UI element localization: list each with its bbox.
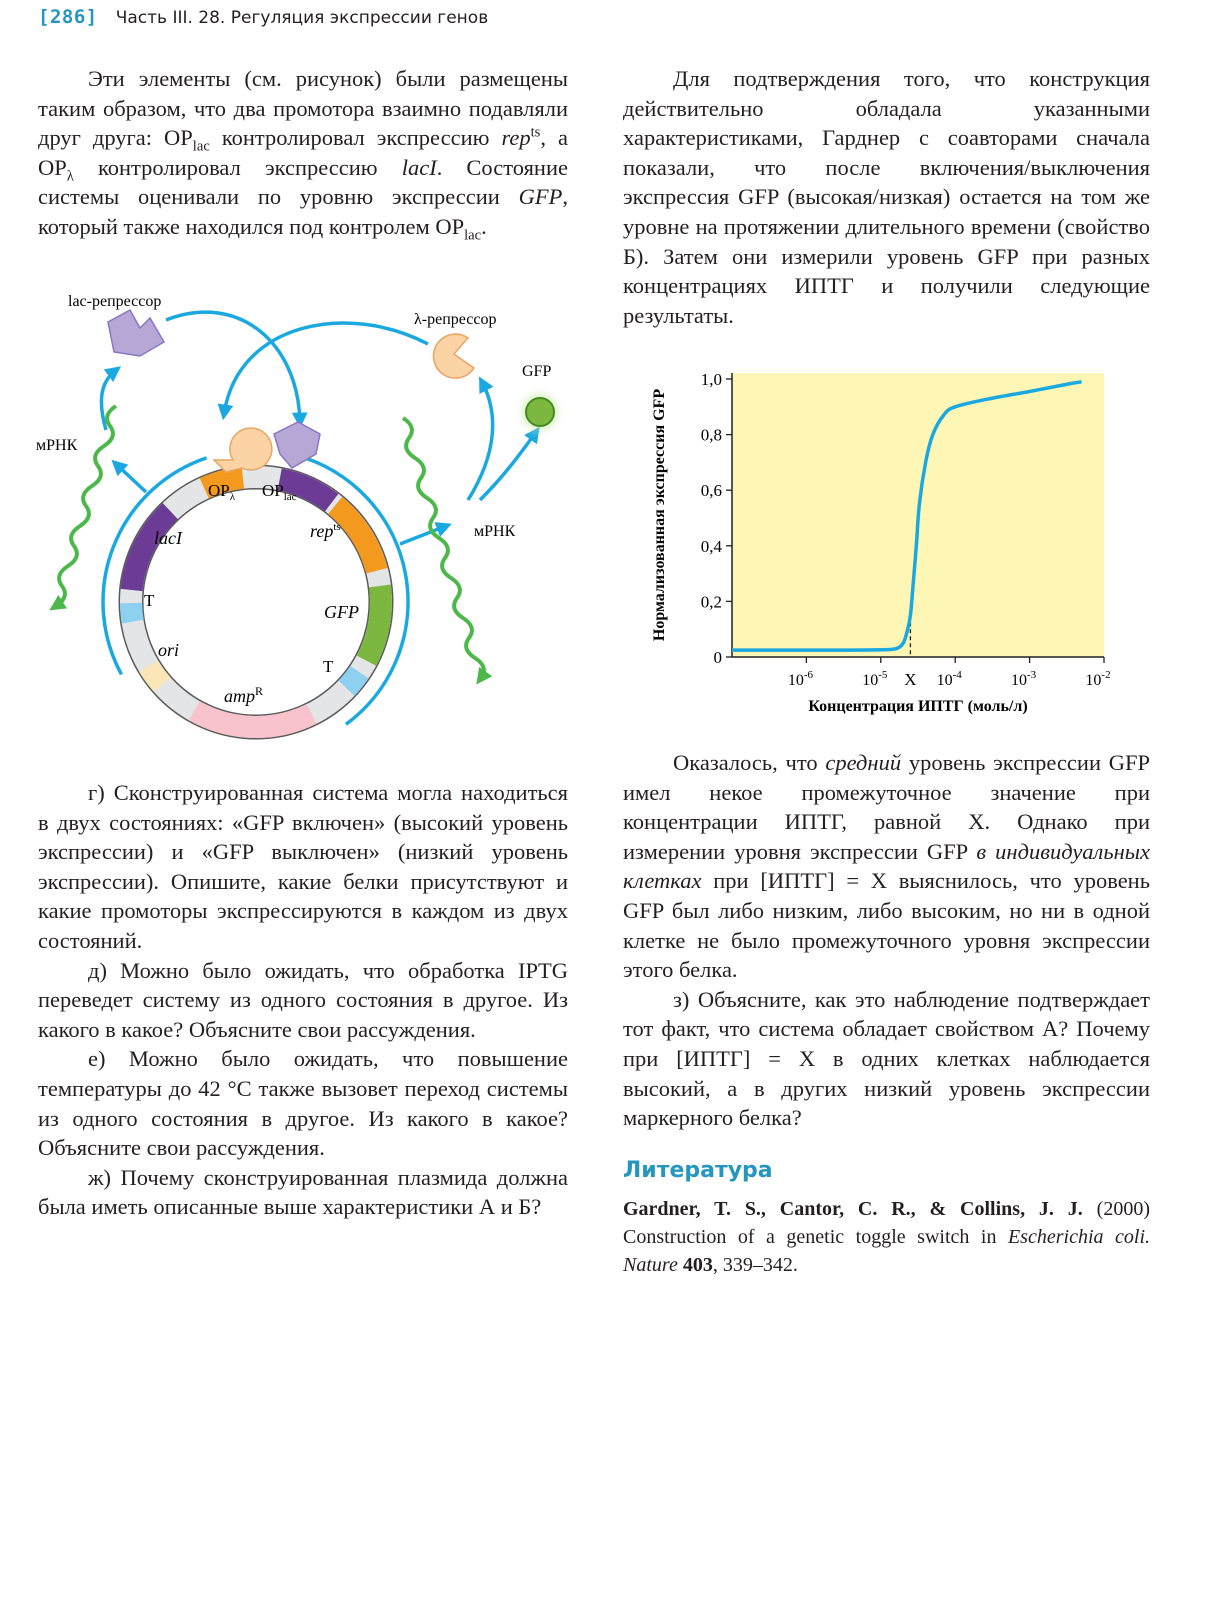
label-mrna-right: мРНК (474, 523, 516, 540)
mrna-wave-right (403, 418, 484, 678)
paragraph: Эти элементы (см. рисунок) были размещены таким образом, что два промотора взаимно подавляли друг друга: $OP_{lac}$ контролировал экспрессию rep$^{ts}$, а $OP_\lambda$ контролировал экспрессию lacI. Состояние системы оценивали по уровню экспрессии GFP, который также находился под контролем $OP_{lac}$. (38, 66, 568, 244)
label-gfp-gene: GFP (324, 602, 359, 622)
y-tick-label: 0,2 (700, 592, 722, 612)
gfp-protein (514, 386, 566, 438)
label-op-lambda: $OP_\lambda$ (208, 481, 236, 503)
label-t-right: T (323, 657, 334, 676)
segment-t-left (131, 603, 133, 622)
question-g: г) Сконструированная система могла находиться в двух состояниях: «GFP включен» (высокий уровень экспрессии) и «GFP выключен» (низкий уровень экспрессии). Опишите, какие белки присутствуют и какие промоторы экспрессируются в каждом из двух состояний. (38, 780, 568, 953)
x-axis-label: Концентрация ИПТГ (моль/л) (808, 698, 1028, 715)
label-rep: rep$^{ts}$ (310, 521, 341, 541)
arrow-mrna-to-lambda-repressor (468, 382, 493, 500)
label-t-left: T (144, 591, 155, 610)
segment-laci (132, 511, 171, 590)
question-z: з) Объясните, как это наблюдение подтверждает тот факт, что система обладает свойством А? Почему при [ИПТГ] = X в одних клетках наблюдается высокий, а в других низкий уровень экспрессии маркерного белка? (623, 986, 1150, 1131)
label-amp: amp$^R$ (224, 684, 264, 706)
y-tick-label: 1,0 (700, 370, 722, 389)
y-tick-label: 0,6 (700, 481, 722, 501)
page-number: [286] (38, 6, 98, 28)
x-tick-label: $10^{-3}$ (1011, 669, 1037, 689)
bound-lambda-repressor (214, 428, 272, 472)
question-zh: ж) Почему сконструированная плазмида должна была иметь описанные выше характеристики А и Б? (38, 1164, 568, 1220)
question-e: е) Можно было ожидать, что повышение температуры до 42 °C также вызовет переход системы из одного состояния в другое. Из какого в какое? Объясните свои рассуждения. (38, 1046, 568, 1161)
arrow-lac-repressor-to-op-lac (166, 312, 300, 422)
arrow-mrna-to-gfp (480, 432, 536, 500)
x-ticks (788, 657, 1111, 689)
label-gfp-protein: GFP (522, 363, 552, 380)
lac-repressor-shape (108, 310, 164, 356)
x-tick-label: $10^{-4}$ (936, 669, 962, 689)
results-right (623, 748, 1150, 1133)
x-marker-label: X (904, 670, 917, 689)
questions-left (38, 778, 568, 1222)
y-tick-label: 0,4 (700, 536, 722, 556)
y-axis-label: Нормализованная экспрессия GFP (651, 388, 668, 642)
y-tick-label: 0 (713, 648, 722, 667)
arrow-to-mrna-left (116, 464, 146, 492)
gfp-chart (640, 345, 1140, 725)
arrow-to-mrna-right (400, 526, 446, 544)
chapter-title: Часть III. 28. Регуляция экспрессии генов (115, 8, 489, 28)
paragraph: Оказалось, что средний уровень экспрессии GFP имел некое промежуточное значение при концентрации ИПТГ, равной X. Однако при измерении уровня экспрессии GFP в индивидуальных клетках при [ИПТГ] = X выяснилось, что уровень GFP был либо низким, либо высоким, но ни в одной клетке не было промежуточного уровня экспрессии этого белка. (623, 750, 1150, 983)
segment-t-right (347, 672, 360, 688)
label-lac-repressor: lac-репрессор (68, 293, 162, 310)
x-tick-label: $10^{-6}$ (787, 669, 813, 689)
label-ori: ori (158, 640, 180, 660)
paragraph: Для подтверждения того, что конструкция действительно обладала указанными характеристиками, Гарднер с соавторами сначала показали, что после включения/выключения экспрессия GFP (высокая/низкая) остается на том же уровне на протяжении длительного времени (свойство Б). Затем они измерили уровень GFP при разных концентрациях ИПТГ и получили следующие результаты. (623, 66, 1150, 328)
arrow-lambda-repressor-to-op-lambda (224, 323, 428, 414)
segment-rep (335, 505, 377, 570)
question-d: д) Можно было ожидать, что обработка IPTG переведет систему из одного состояния в другое. Из какого в какое? Объясните свои рассуждения. (38, 957, 568, 1042)
y-tick-label: 0,8 (700, 425, 722, 445)
segment-amp (194, 711, 311, 727)
x-tick-label: $10^{-5}$ (862, 669, 888, 689)
reference-entry: Gardner, T. S., Cantor, C. R., & Collins, J. J. (2000) Construction of a genetic toggle switch in Escherichia coli. Nature 403, 339–342. (623, 1198, 1150, 1276)
lambda-repressor-shape (433, 334, 474, 378)
label-mrna-left: мРНК (36, 437, 78, 454)
label-laci: lacI (154, 528, 182, 548)
plasmid-diagram (28, 282, 588, 742)
running-head (38, 6, 488, 34)
segment-ori (149, 666, 163, 685)
intro-paragraph-left (38, 64, 568, 242)
label-op-lac: $OP_{lac}$ (262, 481, 297, 503)
label-lambda-repressor: λ-репрессор (414, 311, 497, 328)
y-ticks (701, 370, 732, 667)
intro-paragraph-right (623, 64, 1150, 330)
mrna-wave-left (56, 406, 116, 606)
x-tick-label: $10^{-2}$ (1085, 669, 1111, 689)
references-heading: Литература (623, 1158, 773, 1183)
